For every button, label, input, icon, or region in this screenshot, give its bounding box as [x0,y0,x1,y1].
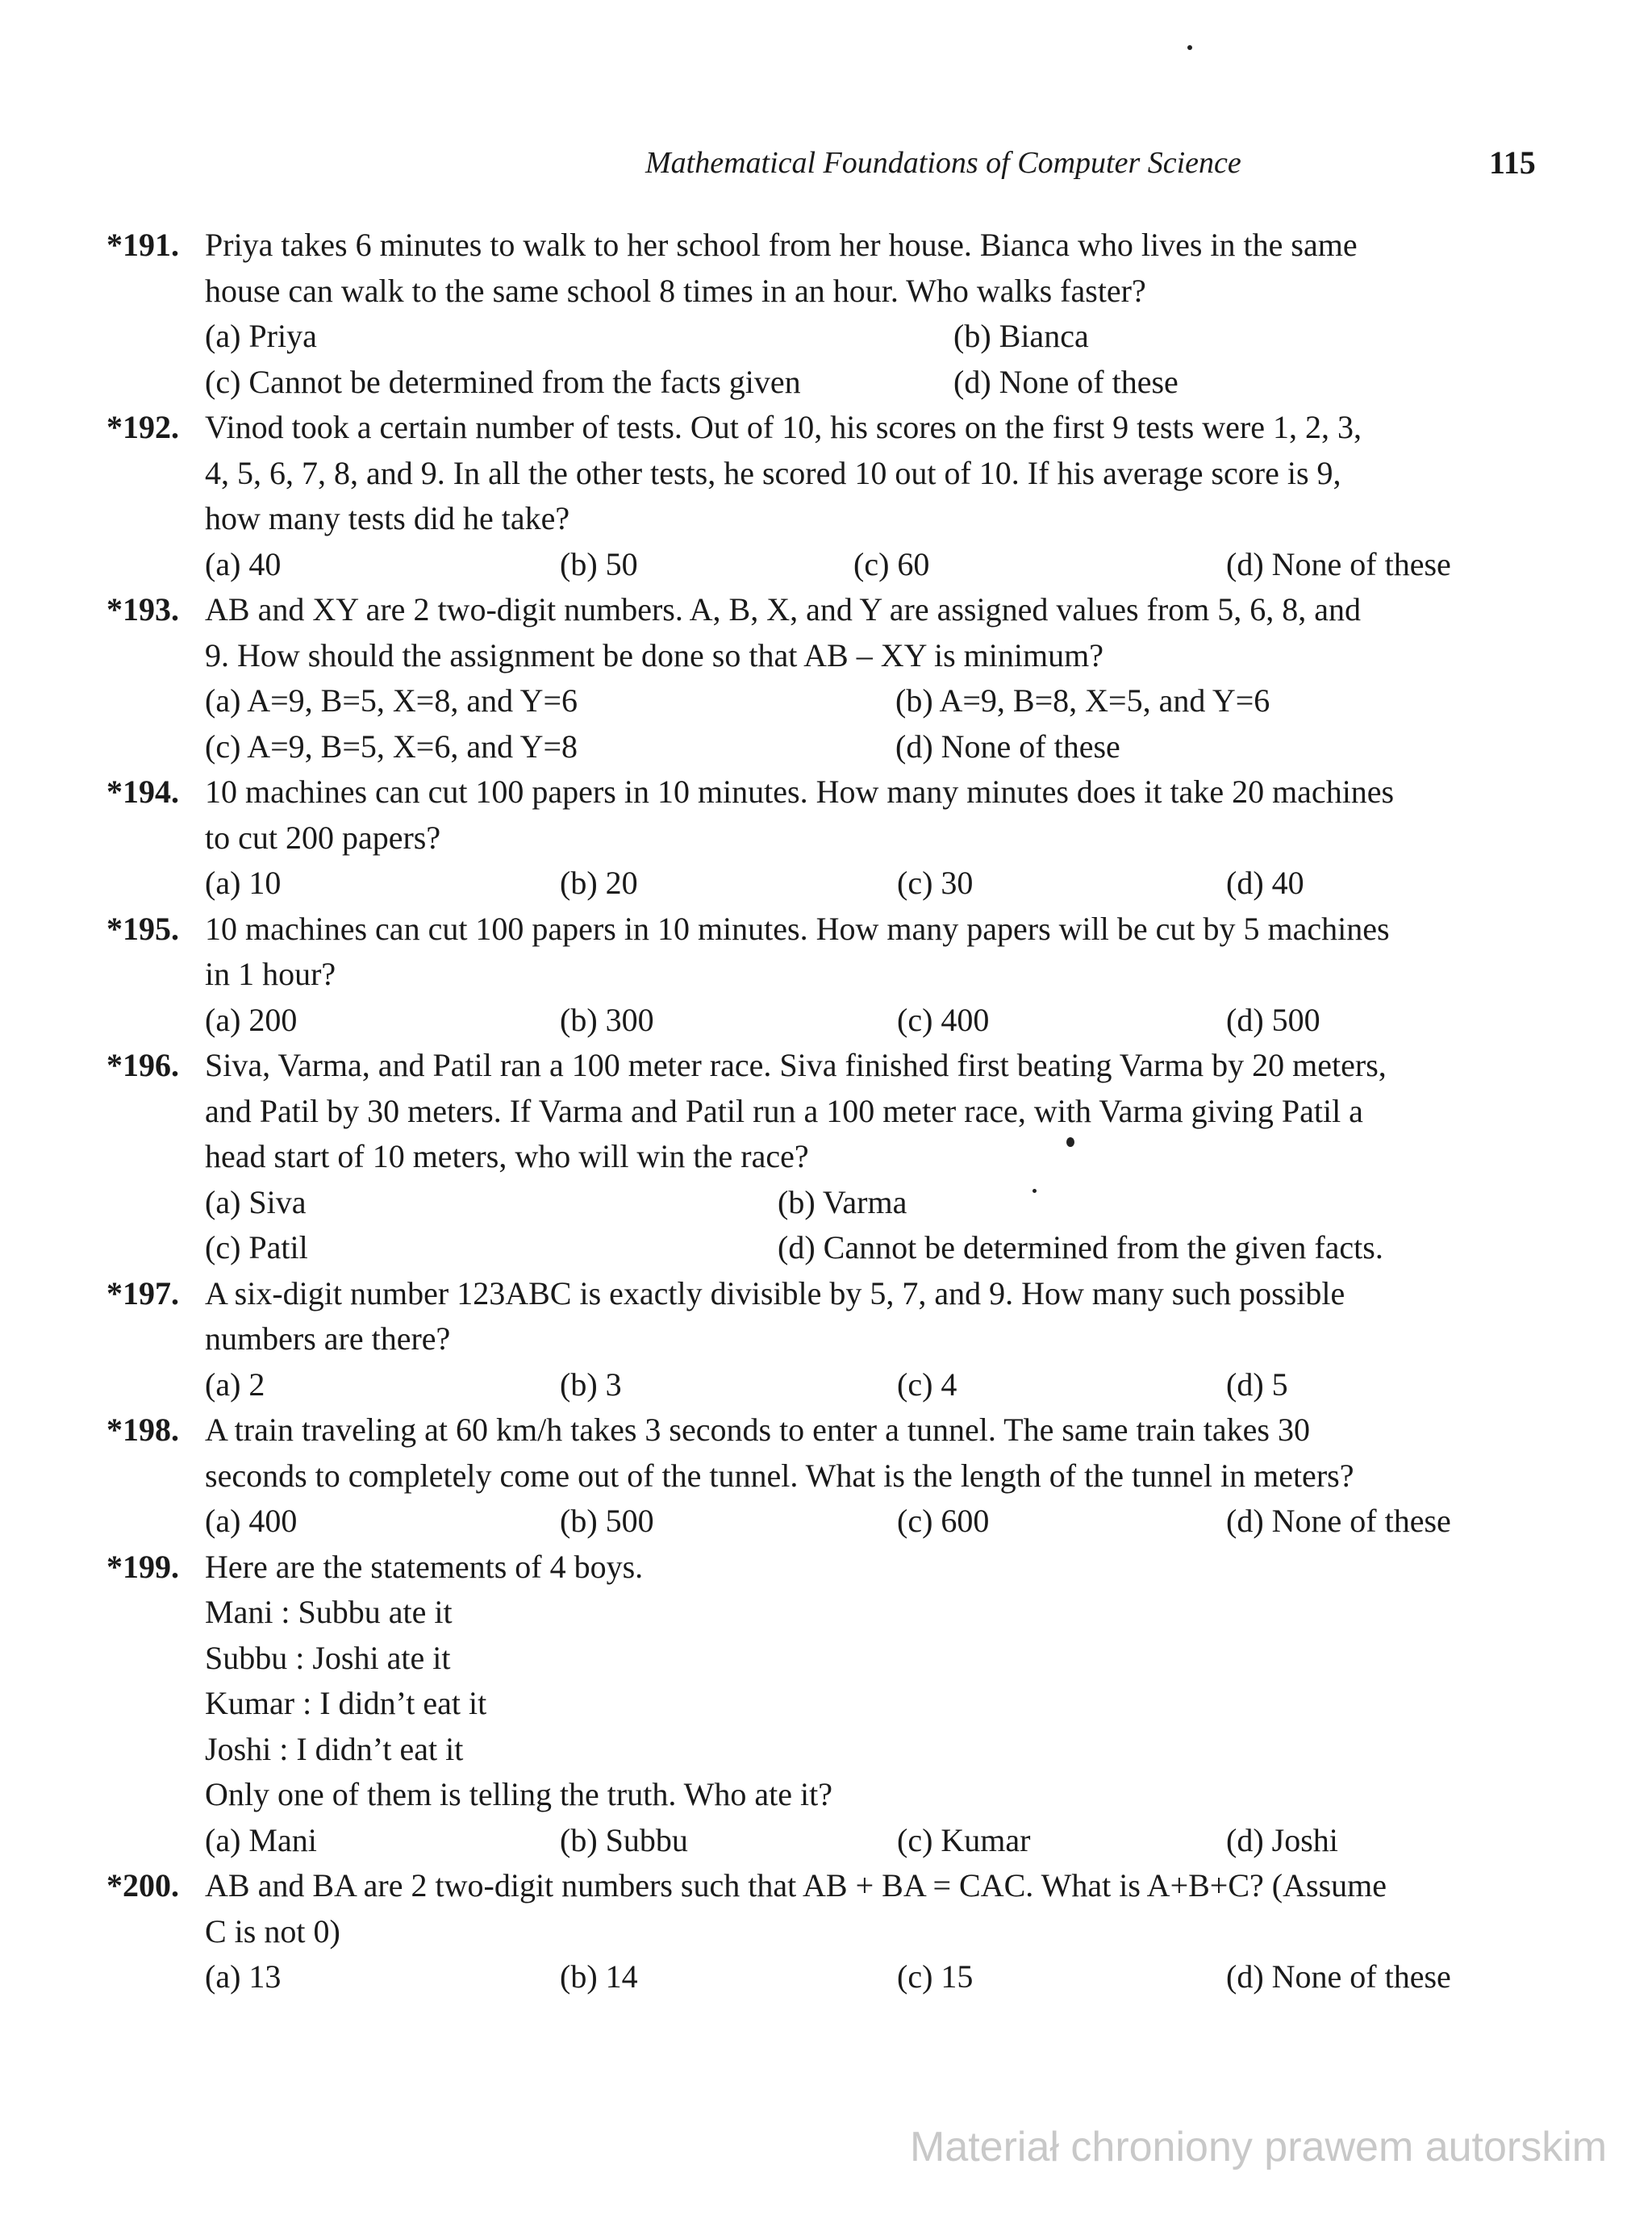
question-body [205,1545,1537,1864]
question-number: *194. [106,773,179,810]
question-196 [0,1043,1652,1271]
option-d: (d) Cannot be determined from the given facts. [778,1229,1383,1266]
options-row [205,724,1537,770]
option-c: (c) 60 [853,545,930,582]
question-text-line: in 1 hour? [205,956,336,992]
option-a: (a) 13 [205,1958,282,1995]
options-row [205,861,1537,907]
question-192 [0,405,1652,587]
option-c: (c) 600 [897,1503,990,1539]
question-body [205,907,1537,1044]
question-number: *198. [106,1411,179,1448]
question-200 [0,1863,1652,2000]
option-d: (d) None of these [953,363,1179,400]
question-text-line: AB and XY are 2 two-digit numbers. A, B, X, and Y are assigned values from 5, 6, 8, and [205,591,1362,628]
option-b: (b) 3 [560,1366,622,1403]
question-body [205,1407,1537,1545]
question-text-line: A train traveling at 60 km/h takes 3 seconds to enter a tunnel. The same train takes 30 [205,1411,1310,1448]
option-b: (b) Subbu [560,1821,688,1858]
question-number: *196. [106,1047,179,1083]
question-number: *199. [106,1548,179,1585]
option-b: (b) 300 [560,1001,654,1038]
option-b: (b) 20 [560,865,638,901]
option-d: (d) None of these [895,728,1120,765]
question-text-line: Only one of them is telling the truth. Who ate it? [205,1776,832,1812]
option-a: (a) 200 [205,1001,298,1038]
option-d: (d) 500 [1226,1001,1320,1038]
question-191 [0,223,1652,405]
options-row [205,314,1537,360]
question-number: *192. [106,409,179,445]
question-text-line: head start of 10 meters, who will win the race? [205,1138,809,1174]
question-body [205,587,1537,769]
option-d: (d) None of these [1226,1503,1451,1539]
option-a: (a) Mani [205,1821,317,1858]
statement-line: Joshi : I didn’t eat it [205,1730,464,1767]
options-row [205,998,1537,1044]
question-text-line: AB and BA are 2 two-digit numbers such that AB + BA = CAC. What is A+B+C? (Assume [205,1867,1387,1904]
question-193 [0,587,1652,769]
options-row [205,1499,1537,1545]
question-text-line: 4, 5, 6, 7, 8, and 9. In all the other tests, he scored 10 out of 10. If his average score is 9, [205,454,1341,491]
question-number: *191. [106,227,179,263]
option-d: (d) 40 [1226,865,1304,901]
option-c: (c) Kumar [897,1821,1031,1858]
option-b: (b) 14 [560,1958,638,1995]
options-row [205,1225,1537,1271]
option-a: (a) Priya [205,318,317,354]
running-head-title: Mathematical Foundations of Computer Science [645,146,1241,180]
options-row [205,1180,1537,1226]
options-row [205,678,1537,724]
option-a: (a) Siva [205,1183,307,1220]
statement-line: Subbu : Joshi ate it [205,1639,451,1676]
question-text-line: A six-digit number 123ABC is exactly divisible by 5, 7, and 9. How many such possible [205,1274,1345,1311]
option-c: (c) 4 [897,1366,957,1403]
question-number: *195. [106,910,179,947]
option-a: (a) 40 [205,545,282,582]
options-row [205,542,1537,588]
question-body [205,405,1537,587]
option-b: (b) Bianca [953,318,1089,354]
question-199 [0,1545,1652,1864]
option-c: (c) Cannot be determined from the facts given [205,363,801,400]
question-text-line: Siva, Varma, and Patil ran a 100 meter race. Siva finished first beating Varma by 20 meters, [205,1047,1387,1083]
question-text-line: Here are the statements of 4 boys. [205,1548,644,1585]
question-195 [0,907,1652,1044]
question-number: *193. [106,591,179,628]
options-row [205,360,1537,406]
question-text-line: 10 machines can cut 100 papers in 10 minutes. How many papers will be cut by 5 machines [205,910,1390,947]
option-a: (a) 2 [205,1366,265,1403]
scan-speck [1187,45,1192,50]
question-body [205,1043,1537,1271]
question-text-line: C is not 0) [205,1912,340,1949]
option-b: (b) Varma [778,1183,907,1220]
option-a: (a) 10 [205,865,282,901]
option-a: (a) A=9, B=5, X=8, and Y=6 [205,682,578,719]
statement-line: Mani : Subbu ate it [205,1594,453,1630]
option-b: (b) 500 [560,1503,654,1539]
question-text-line: 9. How should the assignment be done so that AB – XY is minimum? [205,636,1104,673]
option-d: (d) Joshi [1226,1821,1338,1858]
page-number: 115 [1489,144,1536,181]
option-d: (d) None of these [1226,545,1451,582]
option-c: (c) 30 [897,865,974,901]
option-c: (c) A=9, B=5, X=6, and Y=8 [205,728,578,765]
option-d: (d) 5 [1226,1366,1288,1403]
question-text-line: Priya takes 6 minutes to walk to her school from her house. Bianca who lives in the same [205,227,1358,263]
question-text-line: seconds to completely come out of the tunnel. What is the length of the tunnel in meters? [205,1457,1354,1494]
question-text-line: how many tests did he take? [205,500,570,536]
options-row [205,1818,1537,1864]
question-body [205,769,1537,907]
options-row [205,1954,1537,2000]
question-number: *197. [106,1274,179,1311]
scan-speck [1066,1137,1074,1147]
question-194 [0,769,1652,907]
question-number: *200. [106,1867,179,1904]
question-list [0,223,1652,2000]
question-body [205,1863,1537,2000]
question-text-line: house can walk to the same school 8 times in an hour. Who walks faster? [205,272,1146,309]
option-c: (c) 15 [897,1958,974,1995]
option-b: (b) 50 [560,545,638,582]
question-text-line: Vinod took a certain number of tests. Out of 10, his scores on the first 9 tests were 1, 2, 3, [205,409,1362,445]
question-text-line: to cut 200 papers? [205,819,441,856]
statement-line: Kumar : I didn’t eat it [205,1685,487,1721]
option-d: (d) None of these [1226,1958,1451,1995]
scan-speck [1032,1189,1037,1193]
question-198 [0,1407,1652,1545]
question-text-line: and Patil by 30 meters. If Varma and Patil run a 100 meter race, with Varma giving Patil a [205,1092,1363,1129]
option-a: (a) 400 [205,1503,298,1539]
option-c: (c) 400 [897,1001,990,1038]
question-body [205,223,1537,405]
option-b: (b) A=9, B=8, X=5, and Y=6 [895,682,1270,719]
options-row [205,1362,1537,1408]
question-197 [0,1271,1652,1408]
question-text-line: 10 machines can cut 100 papers in 10 minutes. How many minutes does it take 20 machines [205,773,1395,810]
option-c: (c) Patil [205,1229,308,1266]
question-text-line: numbers are there? [205,1320,451,1357]
copyright-watermark: Materiał chroniony prawem autorskim [910,2124,1608,2170]
question-body [205,1271,1537,1408]
